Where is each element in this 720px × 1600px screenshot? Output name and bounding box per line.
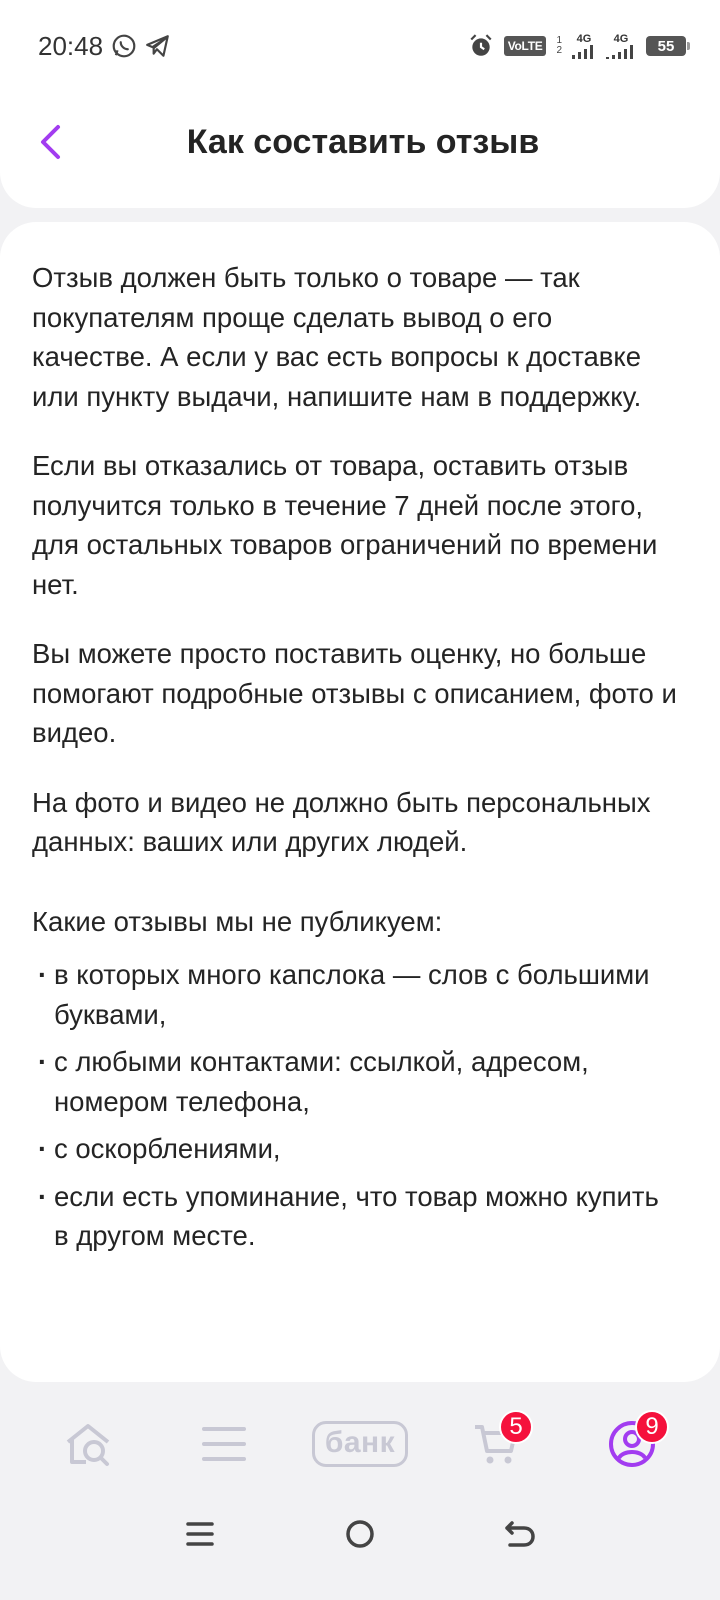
status-bar xyxy=(0,0,720,92)
signal-2 xyxy=(606,34,636,59)
paragraph: Отзыв должен быть только о товаре — так покупателям проще сделать вывод о его качестве. А если у вас есть вопросы к доставке или пункту выдачи, напишите нам в поддержку. xyxy=(32,262,642,412)
status-time: 20:48 xyxy=(38,30,104,61)
system-nav xyxy=(0,1498,720,1570)
header xyxy=(0,100,720,184)
list-item: · если есть упоминание, что товар можно купить в другом месте. xyxy=(32,1177,680,1256)
sim-indicator xyxy=(556,36,562,56)
home-button[interactable] xyxy=(330,1504,390,1564)
sim-top: 1 xyxy=(556,35,562,46)
cart-badge: 5 xyxy=(499,1410,533,1444)
recent-apps-button[interactable] xyxy=(170,1504,230,1564)
home-circle-icon xyxy=(344,1518,376,1550)
list-item: · с оскорблениями, xyxy=(32,1129,680,1169)
alarm-icon xyxy=(468,33,494,59)
nav-profile[interactable] xyxy=(577,1404,687,1484)
back-arrow-icon xyxy=(504,1519,536,1549)
content-card xyxy=(0,222,720,1382)
bottom-nav xyxy=(0,1398,720,1490)
nav-bank[interactable] xyxy=(305,1404,415,1484)
nav-cart[interactable] xyxy=(441,1404,551,1484)
network-type-1: 4G xyxy=(576,32,592,45)
telegram-icon xyxy=(145,33,171,59)
network-type-2: 4G xyxy=(613,32,629,45)
paragraph: Если вы отказались от товара, оставить отзыв получится только в течение 7 дней после этого, для остальных товаров ограничений по времени нет. xyxy=(32,450,658,600)
signal-bars-icon xyxy=(606,45,636,59)
home-search-icon xyxy=(62,1418,114,1470)
list-title: Какие отзывы мы не публикуем: xyxy=(32,905,443,937)
back-button[interactable] xyxy=(28,120,72,164)
battery-level: 55 xyxy=(657,37,675,55)
whatsapp-icon xyxy=(111,33,137,59)
sim-bottom: 2 xyxy=(556,45,562,56)
bank-label: банк xyxy=(312,1421,408,1467)
nav-catalog[interactable] xyxy=(169,1404,279,1484)
rejected-reviews-list xyxy=(32,955,680,1256)
profile-badge: 9 xyxy=(635,1410,669,1444)
paragraph: На фото и видео не должно быть персональных данных: ваших или других людей. xyxy=(32,786,651,857)
paragraph: Вы можете просто поставить оценку, но больше помогают подробные отзывы с описанием, фото и видео. xyxy=(32,638,677,748)
signal-bars-icon xyxy=(572,45,596,59)
menu-icon xyxy=(201,1424,247,1464)
page-title: Как составить отзыв xyxy=(186,122,540,161)
signal-1 xyxy=(572,34,596,59)
status-left xyxy=(38,31,171,62)
back-system-button[interactable] xyxy=(490,1504,550,1564)
list-item: · с любыми контактами: ссылкой, адресом, номером телефона, xyxy=(32,1042,680,1121)
chevron-left-icon xyxy=(38,124,62,160)
status-right xyxy=(468,33,686,59)
recent-apps-icon xyxy=(185,1519,215,1549)
battery-indicator xyxy=(646,36,686,56)
nav-home-search[interactable] xyxy=(33,1404,143,1484)
top-card xyxy=(0,0,720,208)
list-item: · в которых много капслока — слов с большими буквами, xyxy=(32,955,680,1034)
volte-badge: VoLTE xyxy=(504,36,547,56)
